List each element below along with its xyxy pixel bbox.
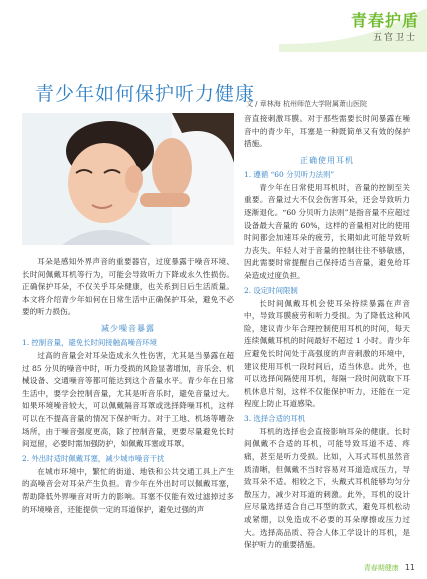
column-header — [279, 0, 427, 52]
paragraph-control-volume: 过高的音量会对耳朵造成永久性伤害，尤其是当暴露在超过 85 分贝的噪音中时，听力受损的风险显著增加，音乐会、机械设备、交通噪音等都可能达到这个音量水平。青少年在日常生活中，要学会控制音量，尤其是听音乐时，避免音量过大。如果环境噪音较大，可以佩戴隔音耳罩或选择降噪耳机，这样可以在不提高音量的情况下保护听力。对于工地、机场等嘈杂场所，由于噪音强度更高，除了控制音量，更要尽量避免长时间逗留，必要时需加强防护，如佩戴耳塞或耳罩。 — [22, 350, 234, 449]
subheading-control-volume: 1. 控制音量，避免长时间接触高噪音环境 — [22, 337, 158, 347]
section-heading-reduce-noise: 减少噪音暴露 — [101, 323, 155, 333]
intro-paragraph: 耳朵是感知外界声音的重要器官，过度暴露于噪音环境、长时间佩戴耳机等行为，可能会导致听力下降或永久性损伤。正确保护耳朵，不仅关乎耳朵健康，也关系到日后生活质量。本文将介绍青少年如何在日常生活中正确保护耳朵，避免不必要的听力损伤。 — [22, 257, 234, 317]
article-photo — [22, 113, 234, 245]
paragraph-time-limit: 长时间佩戴耳机会使耳朵持续暴露在声音中，导致耳膜疲劳和听力受损。为了降低这种风险，建议青少年合理控制使用耳机的时间，每天连续佩戴耳机的时间最好不超过 1 小时。青少年应避免长时间处于高强度的声音刺激的环境中，建议使用耳机一段时间后，适当休息。此外，也可以选择间隔使用耳机，每隔一段时间就取下耳机休息片刻，这样不仅能保护听力，还能在一定程度上防止耳道感染。 — [244, 298, 410, 409]
left-column — [22, 256, 234, 516]
subheading-earplugs: 2. 外出时适时佩戴耳塞，减少城市噪音干扰 — [22, 453, 165, 463]
subheading-time-limit: 2. 设定时间限制 — [244, 285, 298, 295]
right-column — [244, 113, 410, 552]
paragraph-earplugs: 在城市环境中，繁忙的街道、地铁和公共交通工具上产生的高噪音会对耳朵产生负担。青少年在外出时可以佩戴耳塞，帮助降低外界噪音对听力的影响。耳塞不仅能有效过滤掉过多的环境噪音，还能提供一定的耳道保护，避免过强的声 — [22, 466, 234, 514]
paragraph-60-decibel-rule: 青少年在日常使用耳机时，音量的控制至关重要。音量过大不仅会伤害耳朵，还会导致听力逐渐退化。“60 分贝听力法则”是指音量不应超过设备最大音量的 60%，这样的音量相对比的使用时间都会加速耳朵的疲劳，长期如此可能导致听力丧失。年轻人对于音量的控制往往不够敏感，因此需要时常提醒自己保持适当音量，避免给耳朵造成过度负担。 — [244, 182, 410, 280]
subheading-60-decibel-rule: 1. 遵循 “60 分贝听力法则” — [244, 169, 335, 179]
paragraph-choose-headphones: 耳机的选择也会直接影响耳朵的健康。长时间佩戴不合适的耳机，可能导致耳道不适、疼痛，甚至是听力受损。比如，入耳式耳机虽然音质清晰，但佩戴不当时容易对耳道造成压力，导致耳朵不适。相较之下，头戴式耳机能够均匀分散压力，减少对耳道的刺激。此外，耳机的设计应尽量选择适合自己耳型的款式，避免耳机松动或紧绷，以免造成不必要的耳朵摩擦或压力过大。选择高品质、符合人体工学设计的耳机，是保护听力的重要措施。 — [244, 426, 410, 550]
paragraph-continued: 音直接刺激耳膜。对于那些需要长时间暴露在噪音中的青少年，耳塞是一种既简单又有效的保护措施。 — [244, 114, 410, 149]
section-heading-headphones: 正确使用耳机 — [300, 155, 354, 165]
column-subtitle: 五官卫士 — [372, 33, 417, 43]
magazine-name: 青春期健康 — [363, 564, 399, 572]
article-title: 青少年如何保护听力健康 — [35, 82, 256, 105]
page-number: 11 — [404, 563, 415, 572]
page-footer — [364, 563, 415, 573]
column-title: 青春护盾 — [350, 11, 419, 30]
subheading-choose-headphones: 3. 选择合适的耳机 — [244, 413, 306, 423]
child-ear-exam-illustration — [22, 113, 234, 245]
article-byline: 文 / 章林海 杭州师范大学附属萧山医院 — [245, 100, 367, 108]
